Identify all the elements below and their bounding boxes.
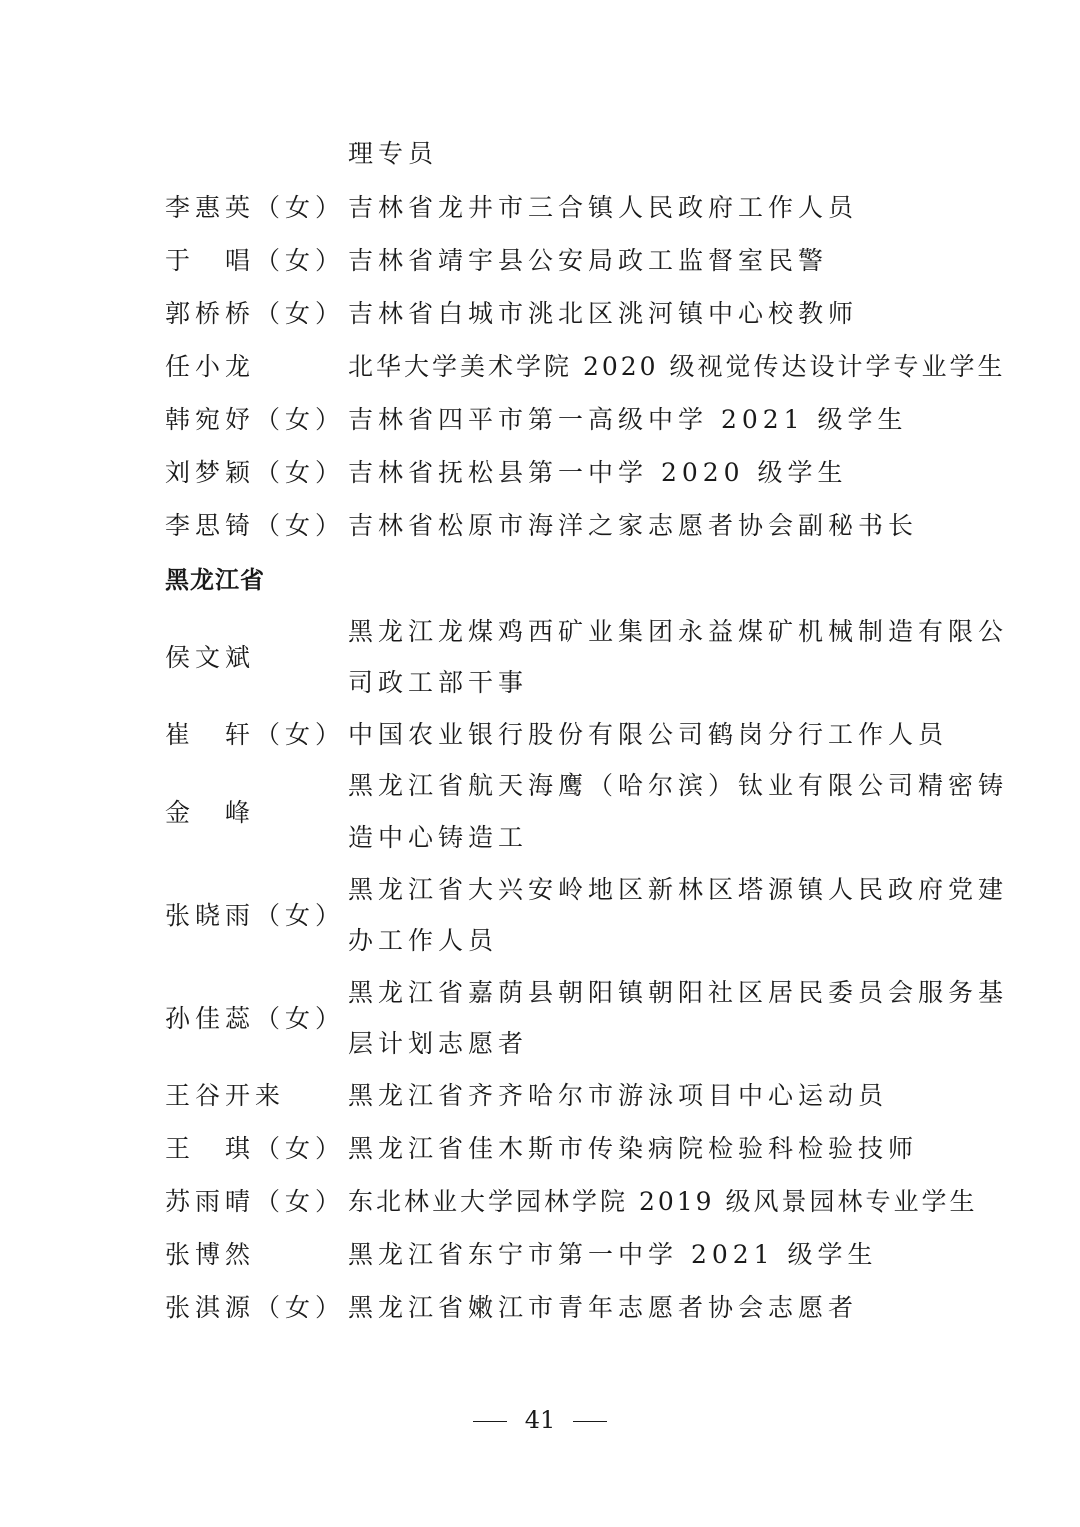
entry-name: 李思锜（女） [165,511,346,540]
entry-name: 金 峰 [165,798,256,827]
entry-name: 张晓雨（女） [165,901,346,930]
entry-name: 苏雨晴（女） [165,1187,346,1216]
entry-name: 韩宛妤（女） [165,405,346,434]
entry-name: 任小龙 [165,352,256,381]
entry-name: 刘梦颖（女） [165,458,346,487]
footer-dash-left [473,1421,507,1422]
page-footer [0,1402,1080,1438]
entry-name: 王 琪（女） [165,1134,346,1163]
entry-name: 孙佳蕊（女） [165,1004,346,1033]
entry-description: 黑龙江省佳木斯市传染病院检验科检验技师 [348,1134,919,1163]
entry-name: 王谷开来 [165,1081,286,1110]
entry-name: 张博然 [165,1240,256,1269]
entry-name: 郭桥桥（女） [165,299,346,328]
entry-description: 吉林省龙井市三合镇人民政府工作人员 [348,193,859,222]
entry-description-continued: 办工作人员 [348,926,499,955]
entry-description: 黑龙江省嫩江市青年志愿者协会志愿者 [348,1293,859,1322]
section-heading: 黑龙江省 [165,566,265,594]
entry-description: 东北林业大学园林学院 2019 级风景园林专业学生 [348,1187,978,1216]
entry-description: 黑龙江省齐齐哈尔市游泳项目中心运动员 [348,1081,889,1110]
entry-description: 黑龙江省嘉荫县朝阳镇朝阳社区居民委员会服务基 [348,978,1009,1007]
entry-description: 吉林省松原市海洋之家志愿者协会副秘书长 [348,511,919,540]
entry-name: 于 唱（女） [165,246,346,275]
footer-dash-right [573,1421,607,1422]
entry-description: 吉林省靖宇县公安局政工监督室民警 [348,246,829,275]
entry-description: 吉林省白城市洮北区洮河镇中心校教师 [348,299,859,328]
entry-description: 吉林省抚松县第一中学 2020 级学生 [348,458,848,487]
entry-description: 吉林省四平市第一高级中学 2021 级学生 [348,405,908,434]
entry-description: 黑龙江省东宁市第一中学 2021 级学生 [348,1240,878,1269]
entry-name: 侯文斌 [165,643,256,672]
entry-description: 黑龙江省航天海鹰（哈尔滨）钛业有限公司精密铸 [348,771,1009,800]
page-number: 41 [524,1406,556,1434]
entry-description: 黑龙江省大兴安岭地区新林区塔源镇人民政府党建 [348,875,1009,904]
entry-description-continued: 司政工部干事 [348,668,529,697]
entry-description: 黑龙江龙煤鸡西矿业集团永益煤矿机械制造有限公 [348,617,1009,646]
continued-description: 理专员 [348,139,439,168]
entry-name: 张淇源（女） [165,1293,346,1322]
entry-description: 北华大学美术学院 2020 级视觉传达设计学专业学生 [348,352,1006,381]
entry-name: 崔 轩（女） [165,720,346,749]
entry-description: 中国农业银行股份有限公司鹤岗分行工作人员 [348,720,949,749]
entry-description-continued: 造中心铸造工 [348,823,529,852]
entry-description-continued: 层计划志愿者 [348,1029,529,1058]
entry-name: 李惠英（女） [165,193,346,222]
